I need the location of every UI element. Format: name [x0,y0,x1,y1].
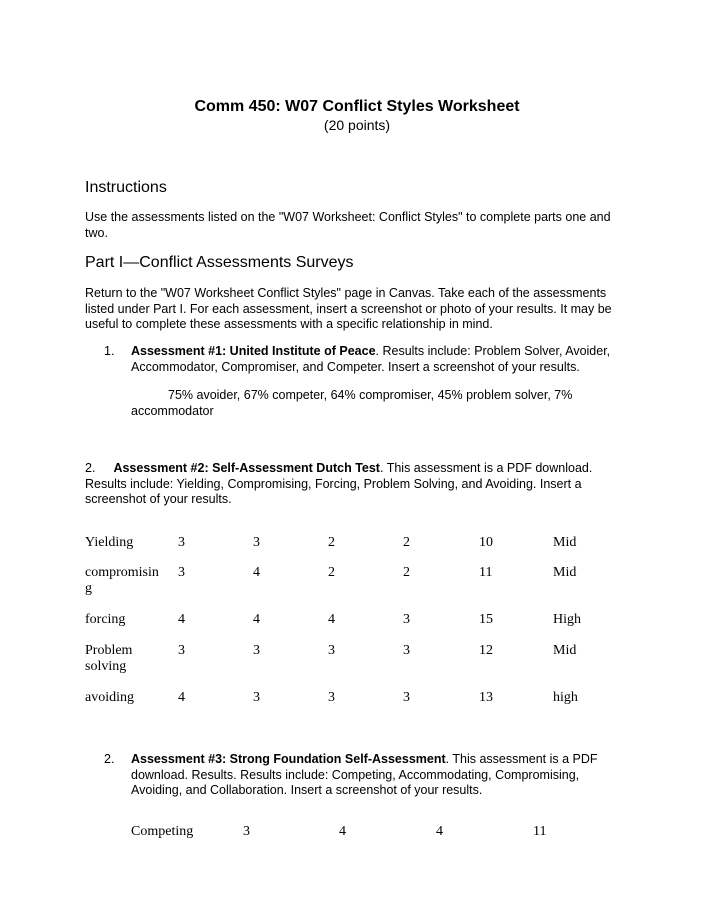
table-row [131,824,691,864]
item1-text [131,344,631,375]
cell: 3 [328,690,335,705]
cell-total: 13 [479,690,493,705]
item2-text [85,461,625,508]
cell: 3 [253,535,260,550]
cell: 4 [339,824,346,839]
item2-number: 2. [85,461,96,475]
item1-bold: Assessment #1: United Institute of Peace [131,344,376,358]
instructions-heading: Instructions [85,179,167,196]
cell: 3 [178,643,185,658]
cell: 2 [328,535,335,550]
document-subtitle: (20 points) [323,117,391,133]
part1-text: Return to the "W07 Worksheet Conflict Styles" page in Canvas. Take each of the assessments listed under Part I. For each assessment, insert a screenshot or photo of your results. It may be useful to complete these assessments with a specific relationship in mind. [85,286,612,331]
row-label: Problem solving [85,643,133,674]
cell: 4 [328,612,335,627]
row-label: avoiding [85,690,134,705]
cell-total: 15 [479,612,493,627]
table-row [85,565,645,605]
item3-number: 2. [104,752,115,766]
row-label: Competing [131,824,194,839]
item3-bold: Assessment #3: Strong Foundation Self-Assessment [131,752,446,766]
cell-total: 11 [533,824,547,839]
row-label: compromising [85,565,159,596]
item2-rest: . This assessment is a PDF download. Results include: Yielding, Compromising, Forcing, Problem Solving, and Avoiding. Insert a screenshot of your results. [85,461,593,506]
cell: 2 [403,535,410,550]
item1-rest: . Results include: Problem Solver, Avoider, Accommodator, Compromiser, and Competer. Insert a screenshot of your results. [131,344,611,374]
cell: 3 [243,824,250,839]
item2-bold: Assessment #2: Self-Assessment Dutch Test [113,461,380,475]
cell: 4 [178,690,185,705]
cell-level: high [553,690,578,705]
cell: 3 [253,690,260,705]
cell: 3 [403,612,410,627]
instructions-text: Use the assessments listed on the "W07 Worksheet: Conflict Styles" to complete parts one and two. [85,210,611,240]
cell: 4 [436,824,443,839]
row-label: Yielding [85,535,134,550]
cell: 3 [178,535,185,550]
cell: 4 [253,565,260,580]
cell: 3 [403,690,410,705]
cell-level: Mid [553,535,577,550]
item1-answer: 75% avoider, 67% competer, 64% compromiser, 45% problem solver, 7% accommodator [131,388,573,418]
cell: 3 [178,565,185,580]
part1-heading: Part I—Conflict Assessments Surveys [85,254,354,271]
cell-level: Mid [553,643,577,658]
item3-text [131,752,621,799]
table-row [85,690,645,730]
cell: 3 [253,643,260,658]
cell-level: Mid [553,565,577,580]
cell: 3 [328,643,335,658]
row-label: forcing [85,612,126,627]
cell: 2 [328,565,335,580]
cell-total: 10 [479,535,493,550]
cell: 4 [178,612,185,627]
item3-rest: . This assessment is a PDF download. Results. Results include: Competing, Accommodating, Compromising, Avoiding, and Collaboration. Insert a screenshot of your results. [131,752,598,797]
cell: 3 [403,643,410,658]
cell-total: 11 [479,565,493,580]
item1-number: 1. [104,344,115,358]
cell: 4 [253,612,260,627]
cell-level: High [553,612,581,627]
cell: 2 [403,565,410,580]
table-row [85,643,645,683]
cell-total: 12 [479,643,493,658]
document-title: Comm 450: W07 Conflict Styles Worksheet [194,98,520,115]
